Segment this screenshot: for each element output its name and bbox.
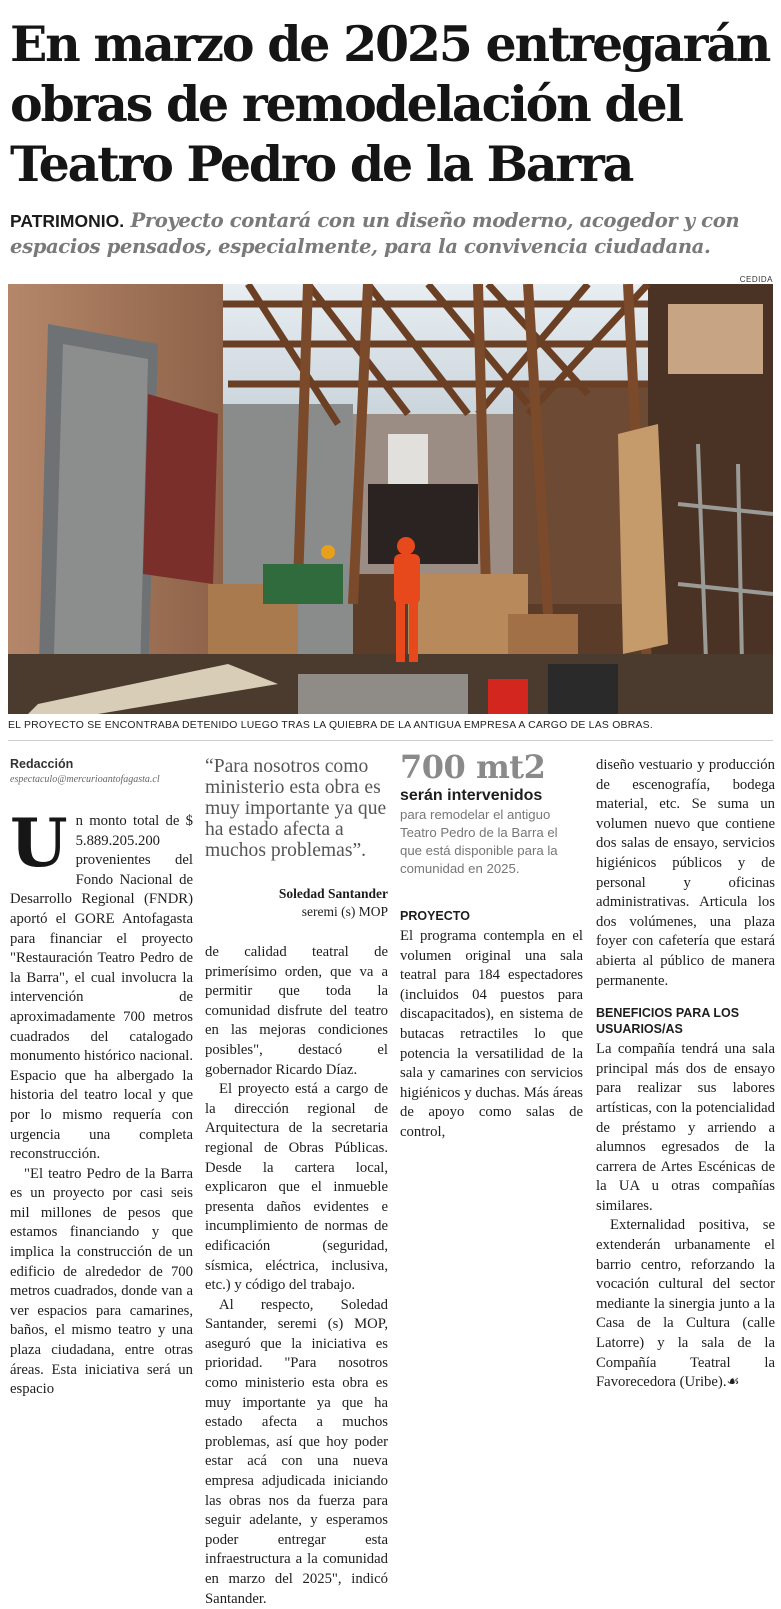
headline-line-3: Teatro Pedro de la Barra [10,135,633,193]
stat-description: para remodelar el antiguo Teatro Pedro de la Barra el que está disponible para la comunidad en 2025. [400,807,558,876]
lead-kicker: PATRIMONIO. [10,211,125,231]
body-paragraph-2: "El teatro Pedro de la Barra es un proyecto por casi seis mil millones de pesos que estamos financiando y que implica la construcción de un edificio de alrededor de 700 metros cuadrados, donde van a ver espacios para camarines, baños, el mismo teatro y una plaza ciudadana, entre otras áreas. Esta iniciativa será un espacio [10,1165,193,1398]
subhead-beneficios: BENEFICIOS PARA LOS USUARIOS/AS [596,1006,740,1037]
column-1 [10,756,193,1400]
article-photo [8,284,773,714]
pull-quote-name: Soledad Santander [278,886,388,901]
column-2 [205,756,388,1609]
body-paragraph-5: Al respecto, Soledad Santander, seremi (s) MOP, aseguró que la iniciativa es prioridad. "Para nosotros como ministerio esta obra es muy importante ya que ha estado afecta a muchos problemas, así que hoy poder estar acá con una nueva empresa adjudicada iniciando las obras nos da fuerza para seguir adelante, y esperamos poder entregar esta infraestructura a la comunidad en marzo del 2025", indicó Santander. [205,1296,388,1607]
body-paragraph-7: diseño vestuario y producción de escenografía, bodega material, etc. Se suma un volumen nuevo que contiene dos salas de ensayo, servicios higiénicos públicos y de personal y oficinas administrativas. Articula los dos volúmenes, una plaza foyer con cafetería que estará abierta al público de manera permanente. [596,757,775,989]
pull-quote: “Para nosotros como ministerio esta obra es muy importante ya que ha estado afecta a muchos problemas”. [205,756,387,861]
headline [10,14,775,194]
end-mark-icon: ☙ [726,1374,740,1391]
body-paragraph-1: Un monto total de $ 5.889.205.200 provenientes del Fondo Nacional de Desarrollo Regional (FNDR) aportó el GORE Antofagasta para financiar el proyecto "Restauración Teatro Pedro de la Barra", el cual involucra la intervención de aproximadamente 700 metros cuadrados del catalogado monumento histórico nacional. Espacio que ha albergado la historia del teatro local y que por lo mismo requería con urgencia una completa reconstrucción. [10,804,193,1163]
pull-quote-role: seremi (s) MOP [301,904,388,919]
drop-cap: U [10,804,68,882]
stat-number: 700 mt2 [400,748,546,786]
body-paragraph-9: Externalidad positiva, se extenderán urbanamente el barrio centro, reforzando la vocación cultural del sector mediante la sinergia junto a la Casa de la Cultura (calle Latorre) y la sala de la Compañía Teatral la Favorecedora (Uribe).☙ [596,1217,775,1391]
caption-divider [8,740,773,741]
column-3 [400,748,583,1143]
lead-paragraph [10,208,775,260]
headline-line-2: obras de remodelación del [10,75,682,133]
headline-line-1: En marzo de 2025 entregarán [10,15,770,73]
theatre-interior-illustration [8,284,773,714]
body-paragraph-3: de calidad teatral de primerísimo orden, que va a permitir que toda la comunidad disfrute del teatro en las mejoras condiciones posibles", destacó el gobernador Ricardo Díaz. [205,944,388,1078]
subhead-proyecto: PROYECTO [400,909,470,923]
byline-author: Redacción [10,757,74,771]
photo-caption: EL PROYECTO SE ENCONTRABA DETENIDO LUEGO TRAS LA QUIEBRA DE LA ANTIGUA EMPRESA A CARGO DE LAS OBRAS. [8,720,653,731]
stat-label: serán intervenidos [400,787,543,804]
body-paragraph-4: El proyecto está a cargo de la dirección regional de Arquitectura de la secretaria regional de Obras Públicas. Desde la cartera local, explicaron que el inmueble presenta daños evidentes e incumplimiento de normas de edificación (seguridad, sísmica, eléctrica, inclusiva, etc.) y código del trabajo. [205,1081,388,1294]
lead-text: Proyecto contará con un diseño moderno, acogedor y con espacios pensados, especialmente, para la convivencia ciudadana. [10,209,740,258]
column-4 [596,756,775,1393]
photo-credit: CEDIDA [739,275,773,284]
body-paragraph-8: La compañía tendrá una sala principal más dos de ensayo para realizar sus labores artísticas, con la potencialidad de préstamo y arriendo a alumnos egresados de la carrera de Artes Escénicas de la UA u otras compañías similares. [596,1041,775,1214]
body-paragraph-6: El programa contempla en el volumen original una sala teatral para 184 espectadores (incluidos 04 puestos para discapacitados), en sistema de butacas retractiles lo que potencia la versatilidad de la sala y camarines con servicios higiénicos y duchas. Más áreas de apoyo como salas de control, [400,928,583,1140]
byline-email: espectaculo@mercurioantofagasta.cl [10,774,160,785]
